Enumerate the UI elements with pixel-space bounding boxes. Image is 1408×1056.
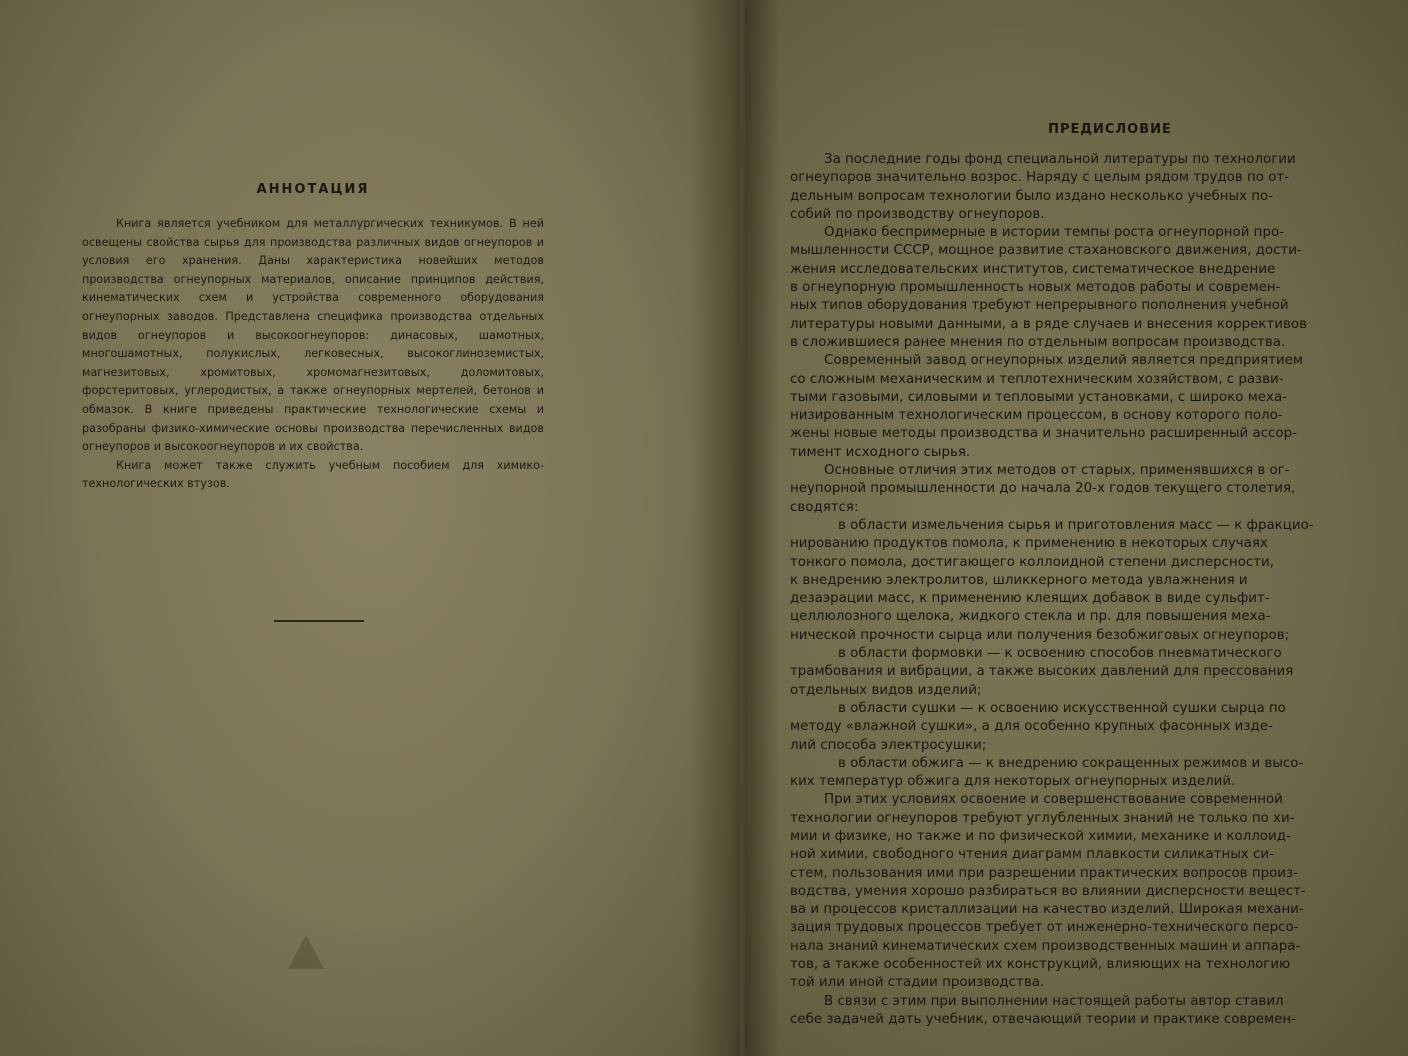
- preface-line: лий способа электросушки;: [790, 737, 987, 753]
- preface-line: целлюлозного щелока, жидкого стекла и пр. для повышения меха-: [790, 609, 1271, 625]
- preface-line: В связи с этим при выполнении настоящей работы автор ставил: [824, 993, 1284, 1009]
- book-gutter: [690, 0, 780, 1056]
- printer-mark: [288, 935, 324, 969]
- preface-line: в области обжига — к внедрению сокращенных режимов и высо-: [838, 755, 1304, 771]
- preface-line: нала знаний кинематических схем производственных машин и аппара-: [790, 938, 1301, 954]
- preface-line: в сложившиеся ранее мнения по отдельным вопросам производства.: [790, 334, 1286, 350]
- preface-line: зация трудовых процессов требует от инженерно-технического персо-: [790, 920, 1299, 936]
- separator-rule: [274, 620, 364, 622]
- annotation-paragraph: Книга является учебником для металлургических техникумов. В ней освещены свойства сырья для производства различных видов огнеупоров и условия его хранения. Даны характеристика новейших методов производства огнеупорных материалов, описание принципов действия, кинематических схем и устройства современного оборудования огнеупорных заводов. Представлена специфика производства отдельных видов огнеупоров и высокоогнеупоров: динасовых, шамотных, многошамотных, полукислых, легковесных, высокоглиноземистых, магнезитовых, хромитовых, хромомагнезитовых, доломитовых, форстеритовых, углеродистых, а также огнеупорных мертелей, бетонов и обмазок. В книге приведены практические технологические схемы и разобраны физико-химические основы производства перечисленных видов огнеупоров и высокоогнеупоров и их свойства.: [82, 217, 544, 454]
- preface-line: технологии огнеупоров требуют углубленных знаний не только по хи-: [790, 810, 1295, 826]
- preface-line: дельным вопросам технологии было издано несколько учебных по-: [790, 188, 1274, 204]
- preface-line: мышленности СССР, мощное развитие стахановского движения, дости-: [790, 243, 1302, 259]
- preface-line: литературы новыми данными, а в ряде случаев и внесения коррективов: [790, 316, 1307, 332]
- preface-line: ной химии, свободного чтения диаграмм плавкости силикатных си-: [790, 847, 1274, 863]
- preface-line: трамбования и вибрации, а также высоких давлений для прессования: [790, 664, 1294, 680]
- preface-line: ких температур обжига для некоторых огнеупорных изделий.: [790, 774, 1236, 790]
- preface-line: тов, а также особенностей их конструкций, влияющих на технологию: [790, 957, 1291, 973]
- preface-line: жены новые методы производства и значительно расширенный ассор-: [790, 426, 1297, 442]
- preface-line: Однако беспримерные в истории темпы роста огнеупорной про-: [824, 225, 1284, 241]
- preface-line: себе задачей дать учебник, отвечающий теории и практике современ-: [790, 1011, 1296, 1027]
- preface-line: нированию продуктов помола, к применению в некоторых случаях: [790, 536, 1268, 552]
- annotation-text: [82, 215, 544, 494]
- preface-text: [790, 151, 1408, 1029]
- preface-line: жения исследовательских институтов, систематическое внедрение: [790, 261, 1276, 277]
- preface-line: стем, пользования ими при разрешении практических вопросов произ-: [790, 865, 1298, 881]
- preface-line: в огнеупорную промышленность новых методов работы и современ-: [790, 280, 1281, 296]
- preface-line: ных типов оборудования требуют непрерывного пополнения учебной: [790, 298, 1289, 314]
- preface-line: в области измельчения сырья и приготовления масс — к фракцио-: [838, 517, 1314, 533]
- preface-title: ПРЕДИСЛОВИЕ: [1048, 122, 1172, 137]
- preface-line: в области формовки — к освоению способов пневматического: [838, 646, 1282, 662]
- preface-line: огнеупоров значительно возрос. Наряду с целым рядом трудов по от-: [790, 170, 1290, 186]
- preface-line: тыми газовыми, силовыми и тепловыми установками, с широко меха-: [790, 389, 1287, 405]
- preface-line: отдельных видов изделий;: [790, 682, 982, 698]
- preface-block: [790, 122, 1408, 1029]
- annotation-paragraph: Книга может также служить учебным пособием для химико-технологических втузов.: [82, 458, 544, 491]
- preface-line: тонкого помола, достигающего коллоидной степени дисперсности,: [790, 554, 1275, 570]
- annotation-title: АННОТАЦИЯ: [256, 182, 370, 197]
- preface-line: сводятся:: [790, 499, 859, 515]
- preface-line: в области сушки — к освоению искусственной сушки сырца по: [838, 700, 1286, 716]
- preface-line: со сложным механическим и теплотехническим хозяйством, с разви-: [790, 371, 1284, 387]
- preface-line: Основные отличия этих методов от старых, применявшихся в ог-: [824, 463, 1290, 479]
- preface-line: дезаэрации масс, к применению клеящих добавок в виде сульфит-: [790, 591, 1270, 607]
- preface-line: При этих условиях освоение и совершенствование современной: [824, 792, 1283, 808]
- preface-line: Современный завод огнеупорных изделий является предприятием: [824, 353, 1304, 369]
- preface-line: мии и физике, но также и по физической химии, механике и коллоид-: [790, 828, 1291, 844]
- preface-line: неупорной промышленности до начала 20-х годов текущего столетия,: [790, 481, 1296, 497]
- preface-line: собий по производству огнеупоров.: [790, 206, 1045, 222]
- preface-line: водства, умения хорошо разбираться во влиянии дисперсности вещест-: [790, 883, 1306, 899]
- preface-line: той или иной стадии производства.: [790, 975, 1045, 991]
- preface-line: низированным технологическим процессом, в основу которого поло-: [790, 408, 1283, 424]
- preface-line: тимент исходного сырья.: [790, 444, 971, 460]
- preface-line: За последние годы фонд специальной литературы по технологии: [824, 152, 1296, 167]
- preface-line: ва и процессов кристаллизации на качество изделий. Широкая механи-: [790, 902, 1304, 918]
- preface-line: нической прочности сырца или получения безобжиговых огнеупоров;: [790, 627, 1290, 643]
- preface-line: методу «влажной сушки», а для особенно крупных фасонных изде-: [790, 719, 1273, 735]
- annotation-block: [82, 182, 544, 494]
- preface-line: к внедрению электролитов, шликкерного метода увлажнения и: [790, 572, 1248, 588]
